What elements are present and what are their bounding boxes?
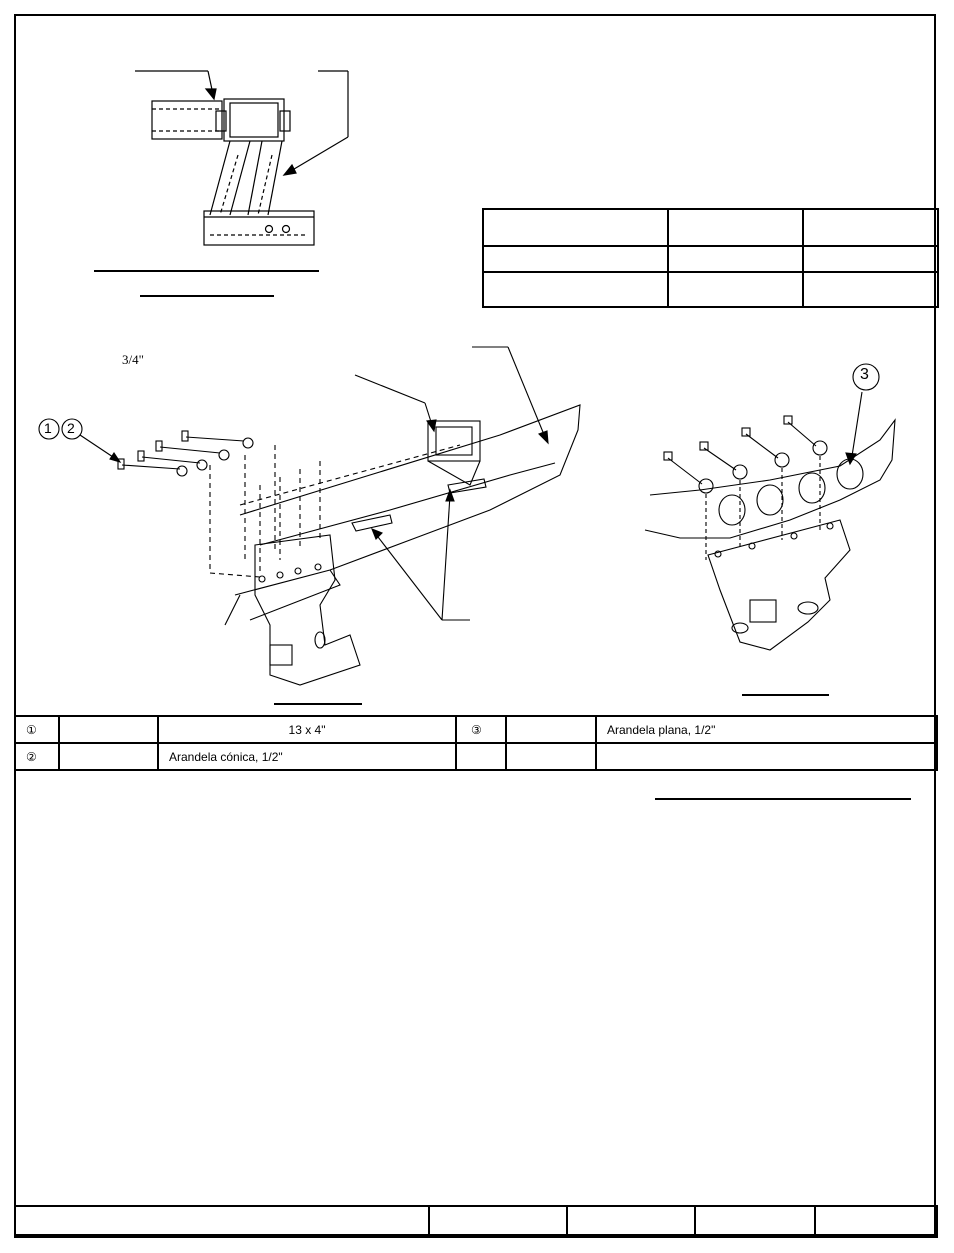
- dimension-label: 3/4": [122, 352, 144, 367]
- parts-table: [14, 715, 938, 771]
- callout-3: 3: [860, 366, 869, 383]
- spec-cell: [803, 246, 938, 272]
- part-description: [596, 743, 937, 770]
- spec-cell: [668, 246, 803, 272]
- footer-cell: [695, 1206, 815, 1237]
- footer-cell: [567, 1206, 695, 1237]
- spec-cell: [668, 209, 803, 246]
- spec-cell: [483, 272, 668, 307]
- parts-row: [15, 716, 937, 743]
- part-description: Arandela plana, 1/2": [596, 716, 937, 743]
- main-figure-caption-underline: [274, 703, 362, 705]
- installation-exploded-diagram: [30, 345, 590, 705]
- spec-table: [482, 208, 939, 308]
- callout-2: 2: [67, 420, 75, 436]
- part-number: ①: [15, 716, 59, 743]
- part-number: [456, 743, 506, 770]
- footer-cell: [429, 1206, 567, 1237]
- parts-row: [15, 743, 937, 770]
- bolt-detail-diagram: [640, 360, 910, 670]
- detail-figure-caption-underline: [742, 694, 829, 696]
- part-number: ③: [456, 716, 506, 743]
- footer-cell: [815, 1206, 937, 1237]
- footer-table: [14, 1205, 938, 1238]
- part-qty: [59, 743, 158, 770]
- spec-cell: [668, 272, 803, 307]
- footer-cell: [15, 1206, 429, 1237]
- instructions-heading-underline: [655, 798, 911, 800]
- part-description: 13 x 4": [158, 716, 456, 743]
- spec-cell: [803, 209, 938, 246]
- part-description: Arandela cónica, 1/2": [158, 743, 456, 770]
- figure-caption-underline-2: [140, 295, 274, 297]
- part-number: ②: [15, 743, 59, 770]
- part-qty: [506, 743, 596, 770]
- hitch-side-view-diagram: [130, 65, 370, 255]
- part-qty: [506, 716, 596, 743]
- spec-cell: [803, 272, 938, 307]
- part-qty: [59, 716, 158, 743]
- spec-cell: [483, 209, 668, 246]
- spec-cell: [483, 246, 668, 272]
- callout-1: 1: [44, 420, 52, 436]
- figure-caption-underline-1: [94, 270, 319, 272]
